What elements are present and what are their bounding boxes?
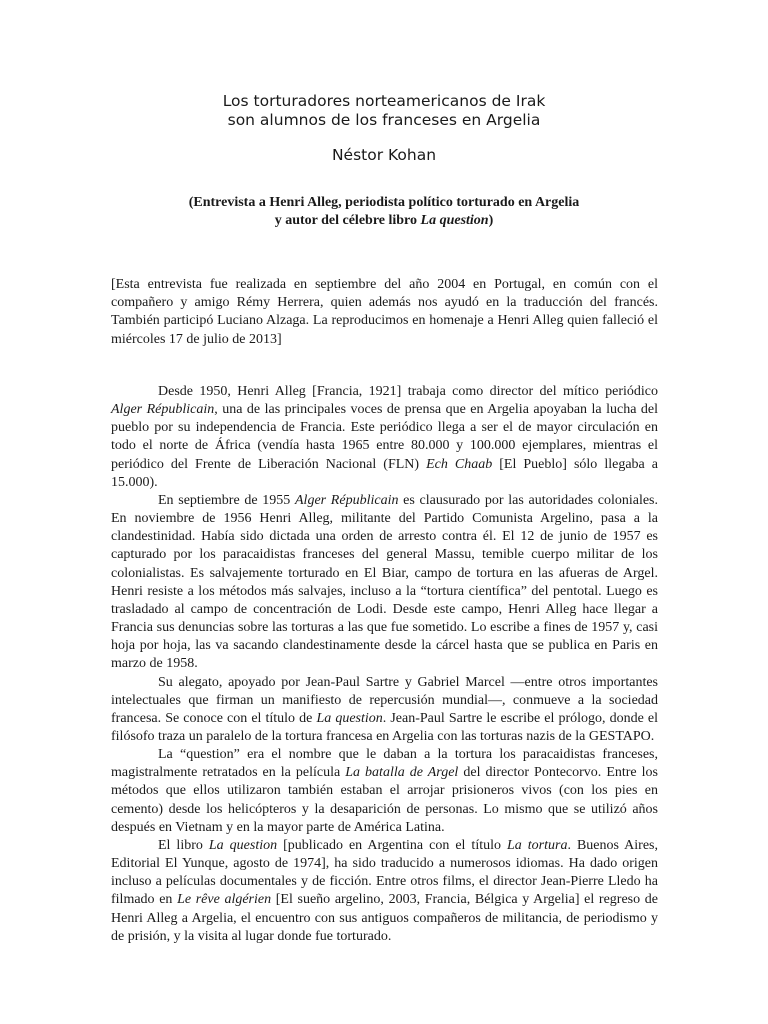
text: , una de las principales voces de prensa que en Argelia apoyaban la lucha del pueblo por su independencia de Francia. Este periódico llega a ser el de mayor circulación en todo el norte de África (vendía hasta 1965 entre 80.000 y 100.000 ejemplares, mientras el periódico del Frente de Liberación Nacional (FLN)	[111, 402, 658, 472]
paragraph-1	[111, 383, 658, 492]
text: En septiembre de 1955	[158, 492, 295, 508]
editor-note: [Esta entrevista fue realizada en septiembre del año 2004 en Portugal, en común con el compañero y amigo Rémy Herrera, quien además nos ayudó en la traducción del francés. También participó Luciano Alzaga. La reproducimos en homenaje a Henri Alleg quien falleció el miércoles 17 de julio de 2013]	[111, 277, 658, 347]
article-body	[111, 383, 658, 946]
text: [publicado en Argentina con el título	[277, 837, 507, 853]
newspaper-title: Alger Républicain	[295, 492, 399, 508]
text: La “question” era el nombre que le daban a la tortura los paracaidistas franceses, magistralmente retratados en la película	[111, 747, 658, 781]
text: El libro	[158, 837, 209, 853]
book-title: La tortura	[506, 837, 568, 853]
book-title: La question	[420, 213, 489, 228]
paragraph-5	[111, 837, 658, 946]
document-title	[0, 92, 768, 130]
document-subtitle	[0, 194, 768, 230]
title-line-2: son alumnos de los franceses en Argelia	[227, 111, 541, 129]
text: [El Pueblo] sólo llegaba a 15.000).	[111, 456, 659, 490]
subtitle-close: )	[488, 213, 494, 228]
text: Su alegato, apoyado por Jean-Paul Sartre y Gabriel Marcel —entre otros importantes intelectuales que firman un manifiesto de repercusión mundial—, conmueve a la sociedad francesa. Se conoce con el título de	[111, 674, 658, 726]
author-name: Néstor Kohan	[331, 146, 437, 164]
newspaper-title: Alger Républicain	[111, 402, 215, 418]
film-title: La batalla de Argel	[345, 765, 459, 781]
text: es clausurado por las autoridades coloniales. En noviembre de 1956 Henri Alleg, militante del Partido Comunista Argelino, pasa a la clandestinidad. Había sido dictada una orden de arresto contra él. El 12 de junio de 1957 es capturado por los paracaidistas franceses del general Massu, temible cuerpo militar de los colonialistas. Es salvajemente torturado en El Biar, campo de tortura en las afueras de Argel. Henri resiste a los métodos más salvajes, incluso a la “tortura científica” del pentotal. Luego es trasladado al campo de concentración de Lodi. Desde este campo, Henri Alleg hace llegar a Francia sus denuncias sobre las torturas a las que fue sometido. Lo escribe a fines de 1957 y, casi hoja por hoja, las va sacando clandestinamente desde la cárcel hasta que se publica en Paris en marzo de 1958.	[111, 492, 658, 672]
text: [El sueño argelino, 2003, Francia, Bélgica y Argelia] el regreso de Henri Alleg a Argelia, el encuentro con sus antiguos compañeros de militancia, de periodismo y de prisión, y la visita al lugar donde fue torturado.	[111, 892, 658, 944]
film-title: Le rêve algérien	[177, 892, 272, 908]
subtitle-line-1: (Entrevista a Henri Alleg, periodista político torturado en Argelia	[188, 195, 580, 210]
book-title: La question	[316, 710, 383, 726]
subtitle-line-2	[0, 212, 768, 230]
text: del director Pontecorvo. Entre los métodos que ellos utilizaron también estaban el arrojar prisioneros vivos (con los pies en cemento) desde los helicópteros y la desaparición de personas. Lo mismo que se utilizó años después en Vietnam y en la mayor parte de América Latina.	[111, 765, 659, 835]
text: . Jean-Paul Sartre le escribe el prólogo, donde el filósofo traza un paralelo de la tortura francesa en Argelia con las torturas nazis de la GESTAPO.	[111, 710, 659, 744]
text: Desde 1950, Henri Alleg [Francia, 1921] trabaja como director del mítico periódico	[158, 384, 658, 399]
title-line-1: Los torturadores norteamericanos de Irak	[222, 92, 546, 110]
newspaper-title: Ech Chaab	[426, 456, 493, 472]
paragraph-2	[111, 492, 658, 674]
text: . Buenos Aires, Editorial El Yunque, agosto de 1974], ha sido traducido a numerosos idiomas. Ha dado origen incluso a películas documentales y de ficción. Entre otros films, el director Jean-Pierre Lledo ha filmado en	[111, 837, 658, 908]
paragraph-3	[111, 674, 658, 747]
subtitle-text: y autor del célebre libro	[274, 213, 421, 228]
paragraph-4	[111, 746, 658, 837]
book-title: La question	[208, 837, 278, 853]
